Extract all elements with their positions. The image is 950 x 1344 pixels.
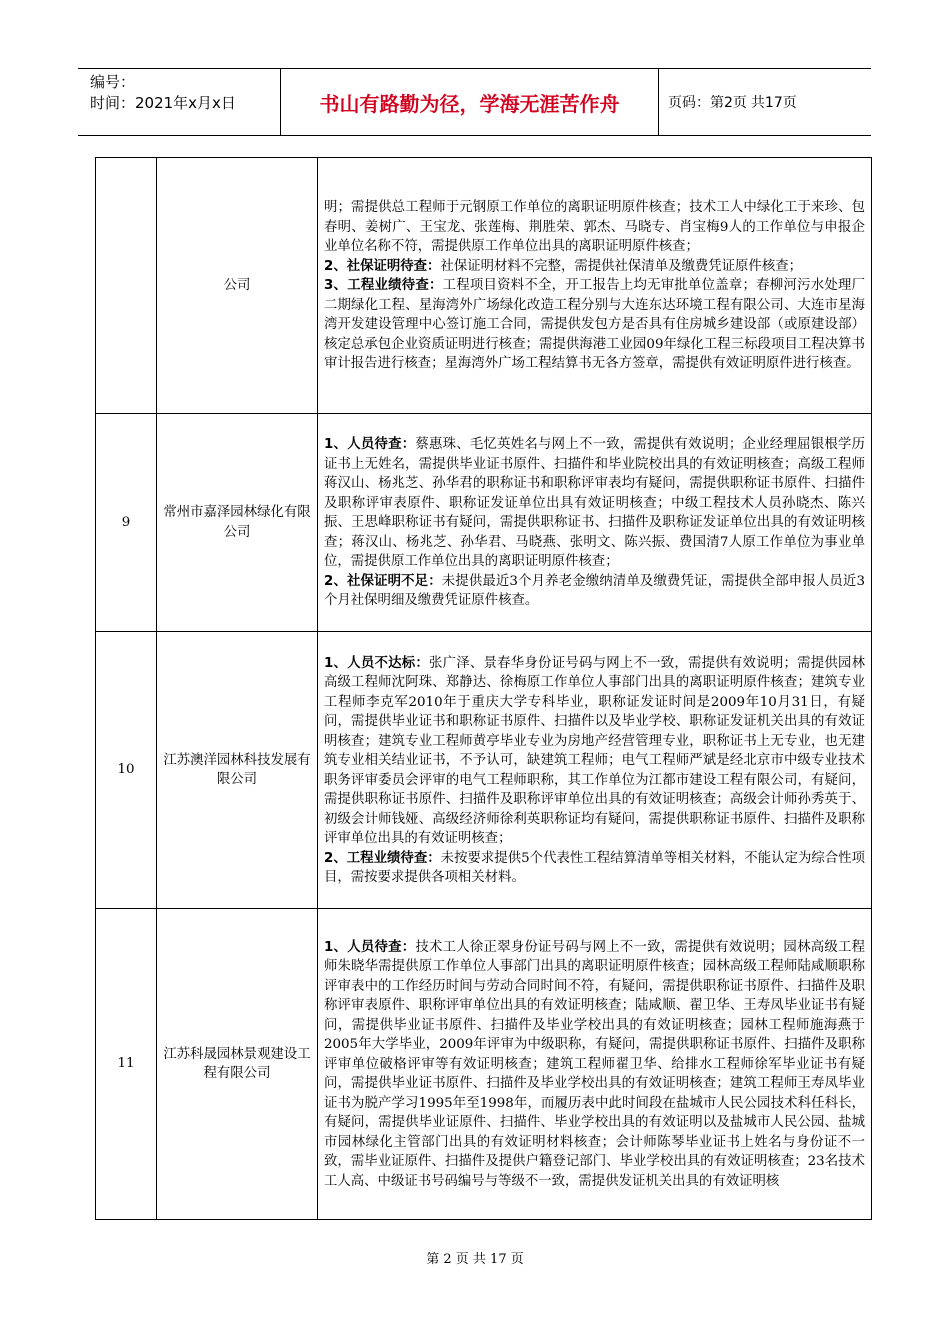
finding-item — [324, 198, 865, 257]
finding-heading: 2、社保证明待查： — [324, 258, 441, 274]
review-findings — [318, 414, 872, 632]
finding-text: 蔡惠珠、毛忆英姓名与网上不一致，需提供有效说明；企业经理屈银根学历证书上无姓名，需提供毕业证书原件、扫描件和毕业院校出具的有效证明核查；高级工程师蒋汉山、杨兆芝、孙华君的职称证书和职称评审表均有疑问，需提供职称证书原件、扫描件及职称评审表原件、职称证发证单位出具有效证明核查；中级工程技术人员孙晓杰、陈兴振、王思峰职称证书有疑问，需提供职称证书、扫描件及职称证发证单位出具的有效证明核查；蒋汉山、杨兆芝、孙华君、马晓燕、张明文、陈兴振、费国清7人原工作单位为事业单位，需提供原工作单位出具的离职证明原件核查； — [324, 437, 865, 570]
table-row — [96, 909, 872, 1220]
header-page-info — [668, 69, 797, 135]
finding-item — [324, 938, 865, 1192]
page-header — [78, 68, 871, 136]
review-findings — [318, 158, 872, 414]
table-row — [96, 414, 872, 632]
document-number-label: 编号： — [90, 73, 136, 91]
finding-item — [324, 654, 865, 849]
finding-heading: 1、人员待查： — [324, 939, 416, 955]
company-name: 常州市嘉泽园林绿化有限公司 — [157, 414, 318, 632]
company-name: 江苏澳洋园林科技发展有限公司 — [157, 632, 318, 909]
review-findings — [318, 909, 872, 1220]
finding-item — [324, 435, 865, 572]
page-footer: 第 2 页 共 17 页 — [426, 1252, 524, 1267]
review-table — [95, 157, 872, 1220]
finding-text: 社保证明材料不完整，需提供社保清单及缴费凭证原件核查； — [440, 258, 802, 274]
review-findings — [318, 632, 872, 909]
page-total-label: 共17页 — [750, 95, 797, 111]
finding-heading: 3、工程业绩待查： — [324, 278, 443, 294]
finding-heading: 1、人员不达标： — [324, 655, 429, 671]
finding-item — [324, 257, 865, 277]
finding-heading: 2、社保证明不足： — [324, 573, 442, 589]
finding-text: 未提供最近3个月养老金缴纳清单及缴费凭证，需提供全部申报人员近3个月社保明细及缴费凭证原件核查。 — [324, 573, 865, 609]
finding-heading: 1、人员待查： — [324, 437, 416, 453]
finding-text: 明；需提供总工程师于元钢原工作单位的离职证明原件核查；技术工人中绿化工于来珍、包春明、姜树广、王宝龙、张莲梅、荆胜荣、郭杰、马晓专、肖宝梅9人的工作单位与申报企业单位名称不符，需提供原工作单位出具的离职证明原件核查； — [324, 200, 865, 255]
finding-text: 工程项目资料不全，开工报告上均无审批单位盖章；春柳河污水处理厂二期绿化工程、星海湾外广场绿化改造工程分别与大连东达环境工程有限公司、大连市星海湾开发建设管理中心签订施工合同，需提供发包方是否具有住房城乡建设部（或原建设部）核定总承包企业资质证明进行核查；需提供海港工业园09年绿化工程三标段项目工程决算书审计报告进行核查；星海湾外广场工程结算书无各方签章，需提供有效证明原件进行核查。 — [324, 278, 865, 372]
company-name: 江苏科晟园林景观建设工程有限公司 — [157, 909, 318, 1220]
document-time-label: 时间：2021年x月x日 — [90, 94, 236, 112]
finding-text: 未按要求提供5个代表性工程结算清单等相关材料，不能认定为综合性项目，需按要求提供各项相关材料。 — [324, 850, 865, 885]
finding-item — [324, 572, 865, 611]
table-row — [96, 158, 872, 414]
header-meta — [90, 72, 280, 114]
row-number: 11 — [96, 909, 157, 1220]
row-number: 9 — [96, 414, 157, 632]
finding-text: 技术工人徐正翠身份证号码与网上不一致，需提供有效说明；园林高级工程师朱晓华需提供原工作单位人事部门出具的离职证明原件核查；园林高级工程师陆咸顺职称评审表中的工作经历时间与劳动合同时间不符，有疑问，需提供职称证书原件、扫描件及职称评审表原件、职称评审单位出具的有效证明核查；陆咸顺、翟卫华、王寿凤毕业证书有疑问，需提供毕业证书原件、扫描件及毕业学校出具的有效证明核查；园林工程师施海燕于2005年大学毕业，2009年评审为中级职称，有疑问，需提供职称证书原件、扫描件及职称评审单位破格评审等有效证明核查；建筑工程师翟卫华、给排水工程师徐军毕业证书有疑问，需提供毕业证书原件、扫描件及毕业学校出具的有效证明核查；建筑工程师王寿凤毕业证书为脱产学习1995年至1998年，而履历表中此时间段在盐城市人民公园技术科任科长，有疑问，需提供毕业证原件、扫描件、毕业学校出具的有效证明以及盐城市人民公园、盐城市园林绿化主管部门出具的有效证明材料核查；会计师陈琴毕业证书上姓名与身份证不一致，需毕业证原件、扫描件及提供户籍登记部门、毕业学校出具的有效证明核查；23名技术工人高、中级证书号码编号与等级不一致，需提供发证机关出具的有效证明核 — [324, 939, 865, 1189]
page-number-label: 页码：第2页 — [668, 95, 747, 111]
row-number — [96, 158, 157, 414]
finding-heading: 2、工程业绩待查： — [324, 850, 441, 866]
row-number: 10 — [96, 632, 157, 909]
table-row — [96, 632, 872, 909]
header-motto: 书山有路勤为径，学海无涯苦作舟 — [319, 91, 620, 116]
finding-text: 张广泽、景春华身份证号码与网上不一致，需提供有效说明；需提供园林高级工程师沈阿珠、郑静达、徐梅原工作单位人事部门出具的离职证明原件核查；建筑专业工程师李克军2010年于重庆大学专科毕业，职称证发证时间是2009年10月31日，有疑问，需提供毕业证书和职称证书原件、扫描件以及毕业学校、职称证发证机关出具的有效证明核查；建筑专业工程师黄亭毕业专业为房地产经营管理专业，职称证书上无专业，也无建筑专业相关结业证书，不予认可，缺建筑工程师；电气工程师严斌是经北京市中级专业技术职务评审委员会评审的电气工程师职称，其工作单位为江都市建设工程有限公司，有疑问，需提供职称证书原件、扫描件及职称评审单位出具的有效证明核查；高级会计师孙秀英于、初级会计师钱娅、高级经济师徐利英职称证均有疑问，需提供职称证书原件、扫描件及职称评审单位出具的有效证明核查； — [324, 655, 865, 846]
finding-item — [324, 849, 865, 888]
finding-item — [324, 276, 865, 374]
company-name: 公司 — [157, 158, 318, 414]
header-divider — [658, 69, 659, 135]
